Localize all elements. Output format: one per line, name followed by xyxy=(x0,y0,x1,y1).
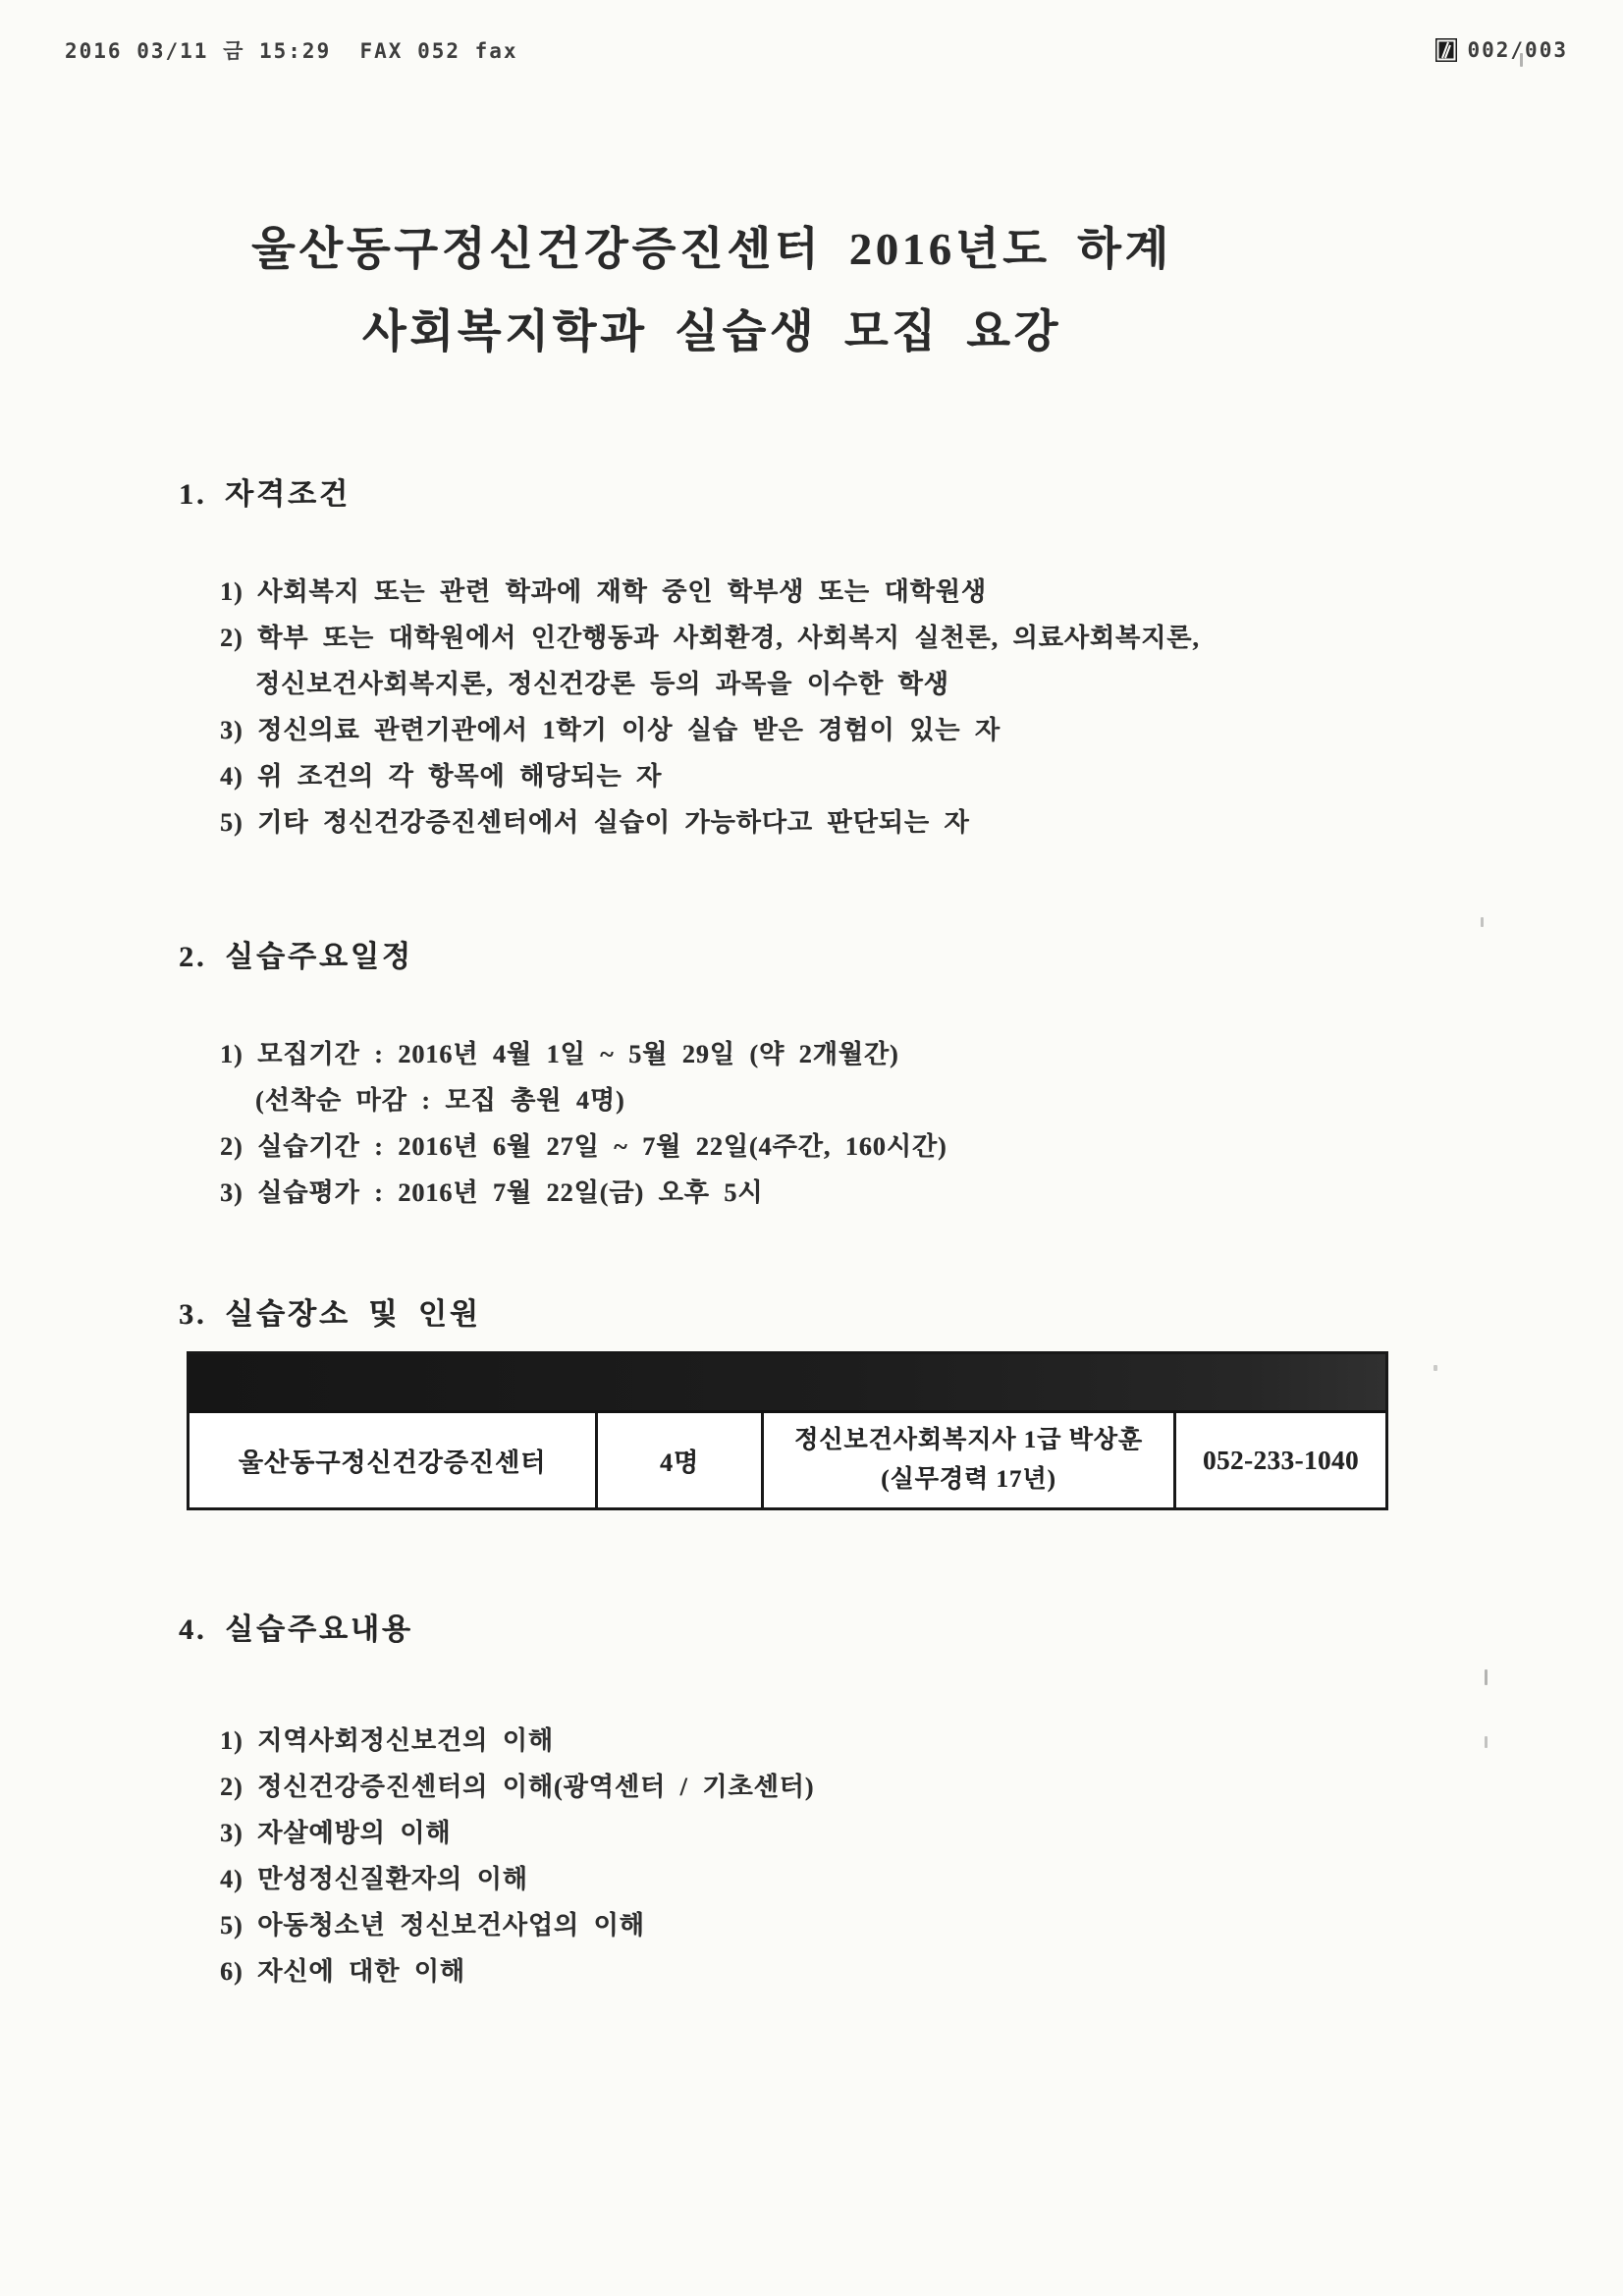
list-item: 6) 자신에 대한 이해 xyxy=(220,1957,465,1986)
fax-page-icon xyxy=(1434,37,1458,63)
list-item: 3) 정신의료 관련기관에서 1학기 이상 실습 받은 경험이 있는 자 xyxy=(220,716,1001,744)
title-line-1: 울산동구정신건강증진센터 2016년도 하계 xyxy=(251,224,1172,274)
section-1-list xyxy=(179,569,1445,846)
section-2-heading: 2. 실습주요일정 xyxy=(179,941,413,973)
cell-phone: 052-233-1040 xyxy=(1203,1445,1359,1475)
scan-artifact xyxy=(1520,53,1523,67)
section-schedule xyxy=(179,941,1445,1216)
supervisor-name: 정신보건사회복지사 1급 박상훈 xyxy=(794,1427,1143,1453)
page-indicator xyxy=(1434,37,1568,63)
list-item: 3) 실습평가 : 2016년 7월 22일(금) 오후 5시 xyxy=(220,1178,764,1207)
cell-count: 4명 xyxy=(598,1413,764,1507)
list-item: 5) 아동청소년 정신보건사업의 이해 xyxy=(220,1911,645,1940)
list-item-continuation: (선착순 마감 : 모집 총원 4명) xyxy=(255,1086,625,1115)
section-4-heading: 4. 실습주요내용 xyxy=(179,1613,413,1646)
list-item: 2) 정신건강증진센터의 이해(광역센터 / 기초센터) xyxy=(220,1773,815,1801)
scan-artifact xyxy=(1485,1736,1488,1748)
list-item: 3) 자살예방의 이해 xyxy=(220,1819,452,1847)
list-item: 1) 지역사회정신보건의 이해 xyxy=(220,1726,554,1755)
list-item: 4) 위 조건의 각 항목에 해당되는 자 xyxy=(220,762,663,791)
section-2-list xyxy=(179,1031,1445,1216)
title-line-2: 사회복지학과 실습생 모집 요강 xyxy=(361,306,1062,356)
list-item-continuation: 정신보건사회복지론, 정신건강론 등의 과목을 이수한 학생 xyxy=(255,670,949,698)
scan-artifact xyxy=(1485,1669,1488,1685)
table-row xyxy=(189,1413,1385,1507)
section-4-list xyxy=(179,1718,1445,1995)
list-item: 1) 사회복지 또는 관련 학과에 재학 중인 학부생 또는 대학원생 xyxy=(220,577,987,606)
fax-timestamp: 2016 03/11 금 15:29 FAX 052 fax xyxy=(65,39,518,63)
supervisor-experience: (실무경력 17년) xyxy=(881,1466,1056,1493)
list-item: 4) 만성정신질환자의 이해 xyxy=(220,1865,528,1893)
table-header-bar-illegible xyxy=(189,1354,1385,1413)
cell-place: 울산동구정신건강증진센터 xyxy=(189,1413,598,1507)
list-item: 2) 학부 또는 대학원에서 인간행동과 사회환경, 사회복지 실천론, 의료사회복지론, xyxy=(220,624,1200,652)
practice-table xyxy=(187,1351,1388,1510)
list-item: 1) 모집기간 : 2016년 4월 1일 ~ 5월 29일 (약 2개월간) xyxy=(220,1040,899,1068)
cell-supervisor xyxy=(764,1413,1176,1507)
document-title xyxy=(147,208,1276,373)
list-item: 5) 기타 정신건강증진센터에서 실습이 가능하다고 판단되는 자 xyxy=(220,808,970,837)
section-3-heading: 3. 실습장소 및 인원 xyxy=(179,1298,481,1331)
list-item: 2) 실습기간 : 2016년 6월 27일 ~ 7월 22일(4주간, 160시간) xyxy=(220,1132,947,1161)
fax-header xyxy=(65,35,1568,65)
section-main-contents xyxy=(179,1613,1445,1995)
section-1-heading: 1. 자격조건 xyxy=(179,478,351,511)
scan-artifact xyxy=(1434,1365,1437,1371)
section-qualifications xyxy=(179,478,1445,846)
page-number: 002/003 xyxy=(1467,38,1568,62)
scan-artifact xyxy=(1481,917,1484,927)
section-place-headcount xyxy=(179,1298,1445,1510)
